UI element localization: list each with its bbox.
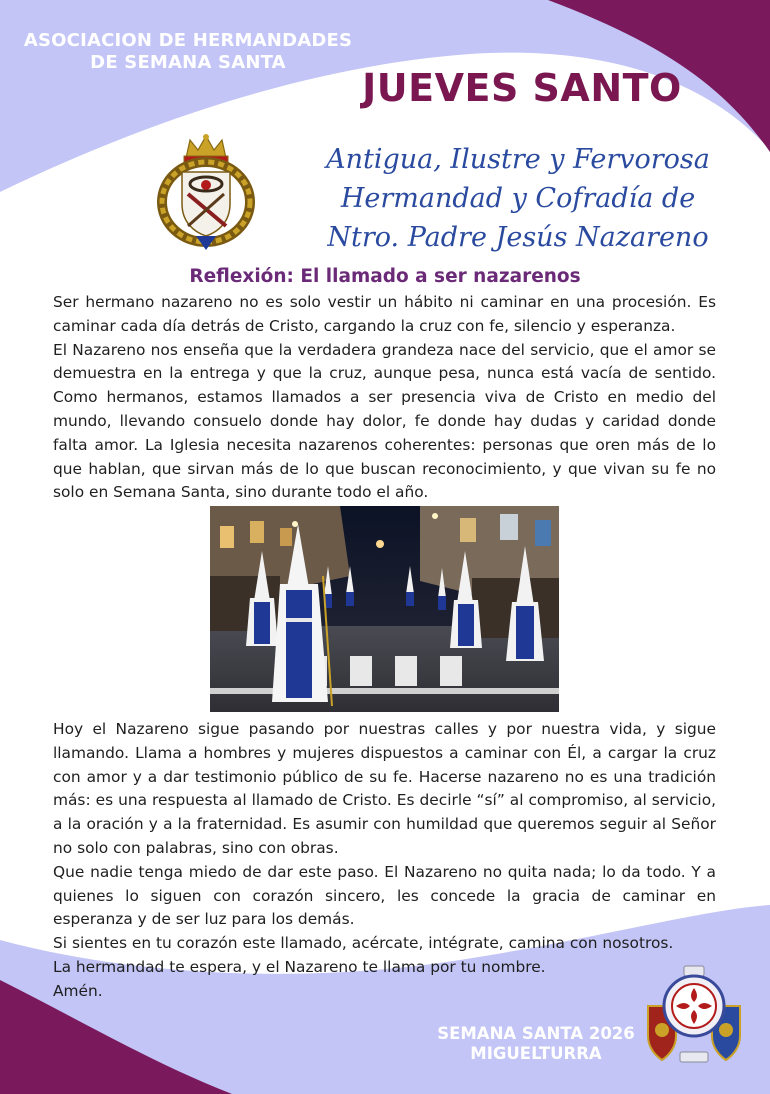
brotherhood-name xyxy=(312,140,724,257)
reflection-text-bottom xyxy=(53,718,716,980)
footer-line-1: SEMANA SANTA 2026 xyxy=(437,1024,635,1043)
paragraph: Que nadie tenga miedo de dar este paso. El Nazareno no quita nada; lo da todo. Y a quienes lo siguen con corazón sincero, les concede la gracia de caminar en esperanza y de ser luz para los demás. xyxy=(53,862,716,929)
footer-event xyxy=(430,1024,642,1064)
paragraph: La hermandad te espera, y el Nazareno te llama por tu nombre. xyxy=(53,957,546,976)
footer-line-2: MIGUELTURRA xyxy=(470,1044,602,1063)
day-title: JUEVES SANTO xyxy=(362,66,682,110)
paragraph: El Nazareno nos enseña que la verdadera grandeza nace del servicio, que el amor se demuestra en la entrega y que la cruz, aunque pesa, nunca está vacía de sentido. Como hermanos, estamos llamados a ser presencia viva de Cristo en medio del mundo, llevando consuelo donde hay dolor, fe donde hay dudas y caridad donde falta amor. La Iglesia necesita nazarenos coherentes: personas que oren más de lo que hablan, que sirvan más de lo que buscan reconocimiento, y que vivan su fe no solo en Semana Santa, sino durante todo el año. xyxy=(53,340,716,502)
brotherhood-line-2: Hermandad y Cofradía de xyxy=(340,183,696,214)
procession-photo xyxy=(210,506,559,712)
association-line-2: DE SEMANA SANTA xyxy=(90,52,286,73)
brotherhood-line-1: Antigua, Ilustre y Fervorosa xyxy=(326,144,710,175)
paragraph: Hoy el Nazareno sigue pasando por nuestras calles y por nuestra vida, y sigue llamando. Llama a hombres y mujeres dispuestos a caminar con Él, a cargar la cruz con amor y a dar testimonio público de su fe. Hacerse nazareno no es una tradición más: es una respuesta al llamado de Cristo. Es decirle “sí” al compromiso, al servicio, a la oración y a la fraternidad. Es asumir con humildad que queremos seguir al Señor no solo con palabras, sino con obras. xyxy=(53,720,716,857)
paragraph: Si sientes en tu corazón este llamado, acércate, intégrate, camina con nosotros. xyxy=(53,934,674,953)
brotherhood-crest-icon xyxy=(150,128,262,254)
reflection-title: Reflexión: El llamado a ser nazarenos xyxy=(189,266,581,287)
association-name xyxy=(20,30,356,74)
reflection-text-top xyxy=(53,291,716,505)
closing-amen: Amén. xyxy=(53,982,103,1000)
brotherhood-line-3: Ntro. Padre Jesús Nazareno xyxy=(327,222,709,253)
association-line-1: ASOCIACION DE HERMANDADES xyxy=(23,30,353,51)
association-emblem-icon xyxy=(644,964,744,1066)
paragraph: Ser hermano nazareno no es solo vestir un hábito ni caminar en una procesión. Es caminar cada día detrás de Cristo, cargando la cruz con fe, silencio y esperanza. xyxy=(53,293,716,335)
